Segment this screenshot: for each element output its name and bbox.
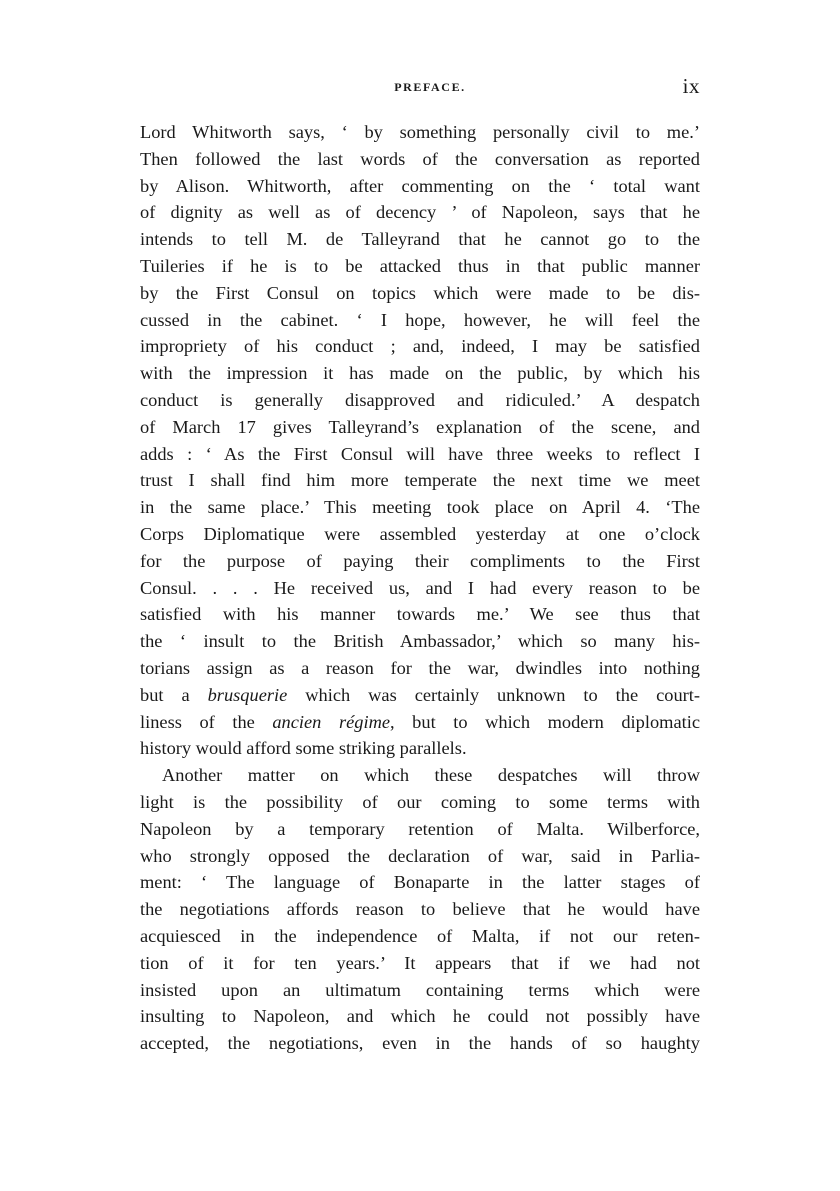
body-text bbox=[140, 119, 700, 1057]
text-line: Lord Whitworth says, ‘ by something personally civil to me.’ bbox=[140, 122, 700, 142]
page-number: ix bbox=[682, 74, 700, 98]
text-line: Consul. . . . He received us, and I had every reason to be bbox=[140, 577, 700, 598]
text-line: by Alison. Whitworth, after commenting on the ‘ total want bbox=[140, 175, 700, 196]
text-line: of March 17 gives Talleyrand’s explanation of the scene, and bbox=[140, 416, 700, 437]
text-line: acquiesced in the independence of Malta, if not our reten- bbox=[140, 925, 700, 946]
paragraph-1 bbox=[140, 119, 700, 762]
text-line: the ‘ insult to the British Ambassador,’ which so many his- bbox=[140, 631, 700, 652]
text-line: the negotiations affords reason to believe that he would have bbox=[140, 899, 700, 920]
text-line: Another matter on which these despatches will throw bbox=[162, 765, 700, 786]
text-line: of dignity as well as of decency ’ of Napoleon, says that he bbox=[140, 202, 700, 223]
italic-term: brusquerie bbox=[207, 684, 288, 705]
text-line: cussed in the cabinet. ‘ I hope, however, he will feel the bbox=[140, 309, 700, 330]
text-line: history would afford some striking parallels. bbox=[140, 738, 467, 759]
text-line: torians assign as a reason for the war, dwindles into nothing bbox=[140, 657, 700, 678]
text-line: insisted upon an ultimatum containing terms which were bbox=[140, 979, 700, 1000]
text-line: impropriety of his conduct ; and, indeed, I may be satisfied bbox=[140, 336, 700, 357]
text-line: Then followed the last words of the conversation as reported bbox=[140, 148, 700, 169]
text-line: accepted, the negotiations, even in the hands of so haughty bbox=[140, 1033, 700, 1054]
text-line: adds : ‘ As the First Consul will have three weeks to reflect I bbox=[140, 443, 700, 464]
text-line: who strongly opposed the declaration of war, said in Parlia- bbox=[140, 845, 700, 866]
text-line: intends to tell M. de Talleyrand that he cannot go to the bbox=[140, 229, 700, 250]
text-line: Napoleon by a temporary retention of Malta. Wilberforce, bbox=[140, 818, 700, 839]
text-line: by the First Consul on topics which were made to be dis- bbox=[140, 282, 700, 303]
text-line: liness of the ancien régime, but to which modern diplomatic bbox=[140, 711, 700, 732]
text-line: but a brusquerie which was certainly unknown to the court- bbox=[140, 684, 701, 705]
running-head bbox=[140, 74, 700, 108]
running-head-title: PREFACE. bbox=[394, 80, 466, 94]
text-line: light is the possibility of our coming to some terms with bbox=[140, 791, 700, 812]
book-page bbox=[140, 74, 700, 1057]
text-line: insulting to Napoleon, and which he could not possibly have bbox=[140, 1006, 700, 1027]
text-line: with the impression it has made on the public, by which his bbox=[140, 363, 700, 384]
text-line: conduct is generally disapproved and ridiculed.’ A despatch bbox=[140, 389, 700, 410]
italic-term: ancien régime bbox=[272, 711, 391, 732]
text-line: ment: ‘ The language of Bonaparte in the latter stages of bbox=[140, 872, 700, 893]
text-line: Corps Diplomatique were assembled yesterday at one o’clock bbox=[140, 523, 700, 544]
paragraph-2 bbox=[140, 762, 700, 1057]
text-line: in the same place.’ This meeting took place on April 4. ‘The bbox=[140, 497, 700, 518]
text-line: for the purpose of paying their compliments to the First bbox=[140, 550, 700, 571]
text-line: trust I shall find him more temperate the next time we meet bbox=[140, 470, 700, 491]
text-line: Tuileries if he is to be attacked thus in that public manner bbox=[140, 255, 700, 276]
text-line: satisfied with his manner towards me.’ We see thus that bbox=[140, 604, 700, 625]
text-line: tion of it for ten years.’ It appears that if we had not bbox=[140, 952, 700, 973]
